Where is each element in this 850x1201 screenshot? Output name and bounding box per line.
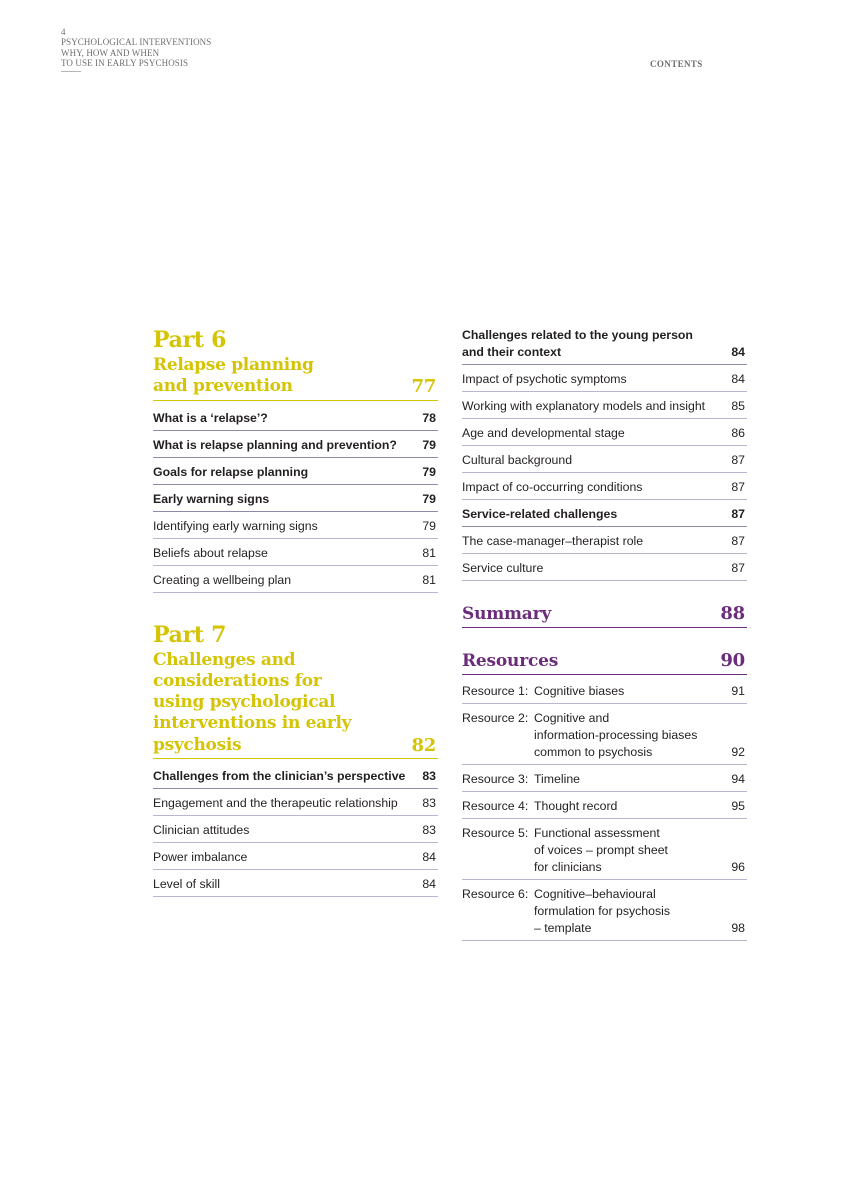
toc-entry-text: Service culture — [462, 561, 544, 575]
resource-entry[interactable] — [462, 704, 747, 765]
resource-label: Resource 6: — [462, 887, 529, 901]
toc-entry-text: Early warning signs — [153, 491, 270, 506]
toc-entry[interactable] — [462, 446, 747, 473]
part-7-title[interactable]: Part 7 — [153, 621, 227, 648]
toc-entry[interactable] — [462, 365, 747, 392]
part-6-subtitle-line: and prevention — [153, 376, 293, 397]
toc-entry-page: 78 — [422, 410, 436, 425]
toc-entry-text: Clinician attitudes — [153, 823, 250, 838]
part-7-entries — [153, 762, 438, 897]
toc-entry-text: Cultural background — [462, 453, 573, 467]
toc-entry-page: 87 — [731, 453, 745, 467]
toc-entry-text: What is relapse planning and prevention? — [153, 437, 397, 452]
toc-entry[interactable] — [153, 512, 438, 539]
toc-entry-page: 83 — [422, 769, 436, 784]
book-title-line: PSYCHOLOGICAL INTERVENTIONS — [61, 37, 212, 48]
toc-entry-page: 85 — [731, 399, 745, 413]
toc-entry[interactable] — [462, 473, 747, 500]
resource-title-line: common to psychosis — [534, 745, 653, 759]
part-7-page: 82 — [411, 734, 436, 756]
toc-entry-page: 87 — [731, 507, 745, 521]
toc-entry-page: 79 — [422, 491, 436, 506]
toc-entry[interactable] — [153, 789, 438, 816]
toc-entry-text: Age and developmental stage — [462, 426, 625, 440]
toc-entry-page: 87 — [731, 480, 745, 494]
resource-title-line: formulation for psychosis — [534, 904, 671, 918]
resource-entry[interactable] — [462, 677, 747, 704]
toc-entry-text: The case-manager–therapist role — [462, 534, 644, 548]
resource-label: Resource 1: — [462, 684, 529, 698]
resource-page: 91 — [731, 684, 745, 698]
toc-entry[interactable] — [153, 431, 438, 458]
toc-entry[interactable] — [462, 554, 747, 581]
resources-page: 90 — [720, 650, 745, 671]
resource-title-line: information-processing biases — [534, 728, 698, 742]
resources-heading[interactable] — [462, 650, 747, 675]
toc-entry-text: Level of skill — [153, 877, 220, 892]
right-entries — [462, 365, 747, 581]
summary-title: Summary — [462, 604, 552, 624]
resource-page: 96 — [731, 860, 745, 874]
resource-label: Resource 5: — [462, 826, 529, 840]
part-6-page: 77 — [411, 376, 436, 398]
toc-entry-text: Creating a wellbeing plan — [153, 572, 292, 587]
resources-title: Resources — [462, 651, 559, 671]
running-head — [61, 27, 211, 72]
toc-entry[interactable] — [462, 419, 747, 446]
toc-left-column — [153, 327, 438, 897]
resource-title-line: Cognitive biases — [534, 684, 625, 698]
resource-page: 92 — [731, 745, 745, 759]
toc-entry[interactable] — [153, 762, 438, 789]
toc-entry[interactable] — [153, 566, 438, 593]
resource-label: Resource 2: — [462, 711, 529, 725]
page-number: 4 — [61, 27, 66, 37]
book-title-line: TO USE IN EARLY PSYCHOSIS — [61, 57, 189, 68]
toc-entry-text: Impact of co-occurring conditions — [462, 480, 643, 494]
resource-title-line: for clinicians — [534, 860, 602, 874]
toc-entry-young-person[interactable] — [462, 327, 747, 365]
toc-entry-page: 84 — [731, 372, 745, 386]
resource-title-line: Thought record — [534, 799, 618, 813]
toc-entry-page: 84 — [422, 877, 436, 892]
toc-entry-page: 81 — [422, 545, 436, 560]
resource-page: 94 — [731, 772, 745, 786]
part-6-heading[interactable] — [153, 355, 438, 401]
toc-entry-page: 86 — [731, 426, 745, 440]
toc-entry-text-line: and their context — [462, 345, 562, 359]
toc-entry-page: 79 — [422, 437, 436, 452]
resource-title-line: Functional assessment — [534, 826, 660, 840]
resource-label: Resource 3: — [462, 772, 529, 786]
toc-entry-text: Impact of psychotic symptoms — [462, 372, 627, 386]
toc-entry-page: 83 — [422, 823, 436, 838]
toc-entry[interactable] — [153, 404, 438, 431]
part-7-subtitle-line: considerations for — [153, 670, 322, 691]
part-7-subtitle-line: using psychological — [153, 692, 336, 713]
toc-entry[interactable] — [153, 539, 438, 566]
part-7-heading[interactable] — [153, 650, 438, 759]
part-6-entries — [153, 404, 438, 593]
part-6-title[interactable]: Part 6 — [153, 327, 227, 353]
resource-entry[interactable] — [462, 880, 747, 941]
toc-entry-page: 81 — [422, 572, 436, 587]
part-6-subtitle-line: Relapse planning — [153, 355, 314, 375]
toc-right-column — [462, 327, 747, 941]
section-label: CONTENTS — [650, 59, 703, 69]
resource-title-line: Timeline — [534, 772, 581, 786]
toc-entry-text: Identifying early warning signs — [153, 518, 318, 533]
resource-page: 95 — [731, 799, 745, 813]
toc-entry[interactable] — [462, 392, 747, 419]
header-rule — [61, 71, 81, 72]
toc-entry[interactable] — [153, 816, 438, 843]
summary-heading[interactable] — [462, 603, 747, 628]
toc-entry[interactable] — [153, 870, 438, 897]
toc-entry[interactable] — [462, 500, 747, 527]
resource-title-line: – template — [534, 921, 592, 935]
resource-title-line: of voices – prompt sheet — [534, 843, 668, 857]
resource-title-line: Cognitive–behavioural — [534, 887, 656, 901]
resource-entry[interactable] — [462, 792, 747, 819]
toc-entry-page: 79 — [422, 518, 436, 533]
toc-entry-text: What is a ‘relapse’? — [153, 410, 268, 425]
toc-entry-page: 83 — [422, 796, 436, 811]
resource-entries — [462, 677, 747, 941]
part-7-subtitle-line: psychosis — [153, 734, 242, 755]
resource-label: Resource 4: — [462, 799, 529, 813]
book-title-line: WHY, HOW AND WHEN — [61, 47, 160, 58]
toc-entry-page: 87 — [731, 534, 745, 548]
toc-entry-text-line: Challenges related to the young person — [462, 328, 693, 342]
toc-entry[interactable] — [153, 843, 438, 870]
part-7-subtitle-line: Challenges and — [153, 649, 296, 670]
toc-entry[interactable] — [153, 458, 438, 485]
toc-entry-text: Engagement and the therapeutic relationship — [153, 796, 398, 811]
resource-entry[interactable] — [462, 819, 747, 880]
toc-entry-text: Goals for relapse planning — [153, 464, 309, 479]
resource-entry[interactable] — [462, 765, 747, 792]
summary-page: 88 — [720, 603, 745, 624]
toc-entry-page: 84 — [731, 345, 745, 359]
toc-entry[interactable] — [462, 527, 747, 554]
toc-entry[interactable] — [153, 485, 438, 512]
resource-title-line: Cognitive and — [534, 711, 610, 725]
toc-entry-text: Power imbalance — [153, 850, 248, 865]
toc-entry-page: 79 — [422, 464, 436, 479]
toc-entry-text: Beliefs about relapse — [153, 545, 268, 560]
resource-page: 98 — [731, 921, 745, 935]
toc-entry-text: Working with explanatory models and insight — [462, 399, 706, 413]
toc-entry-page: 87 — [731, 561, 745, 575]
toc-entry-page: 84 — [422, 850, 436, 865]
part-7-subtitle-line: interventions in early — [153, 713, 352, 734]
toc-entry-text: Challenges from the clinician’s perspective — [153, 769, 406, 784]
toc-entry-text: Service-related challenges — [462, 507, 618, 521]
